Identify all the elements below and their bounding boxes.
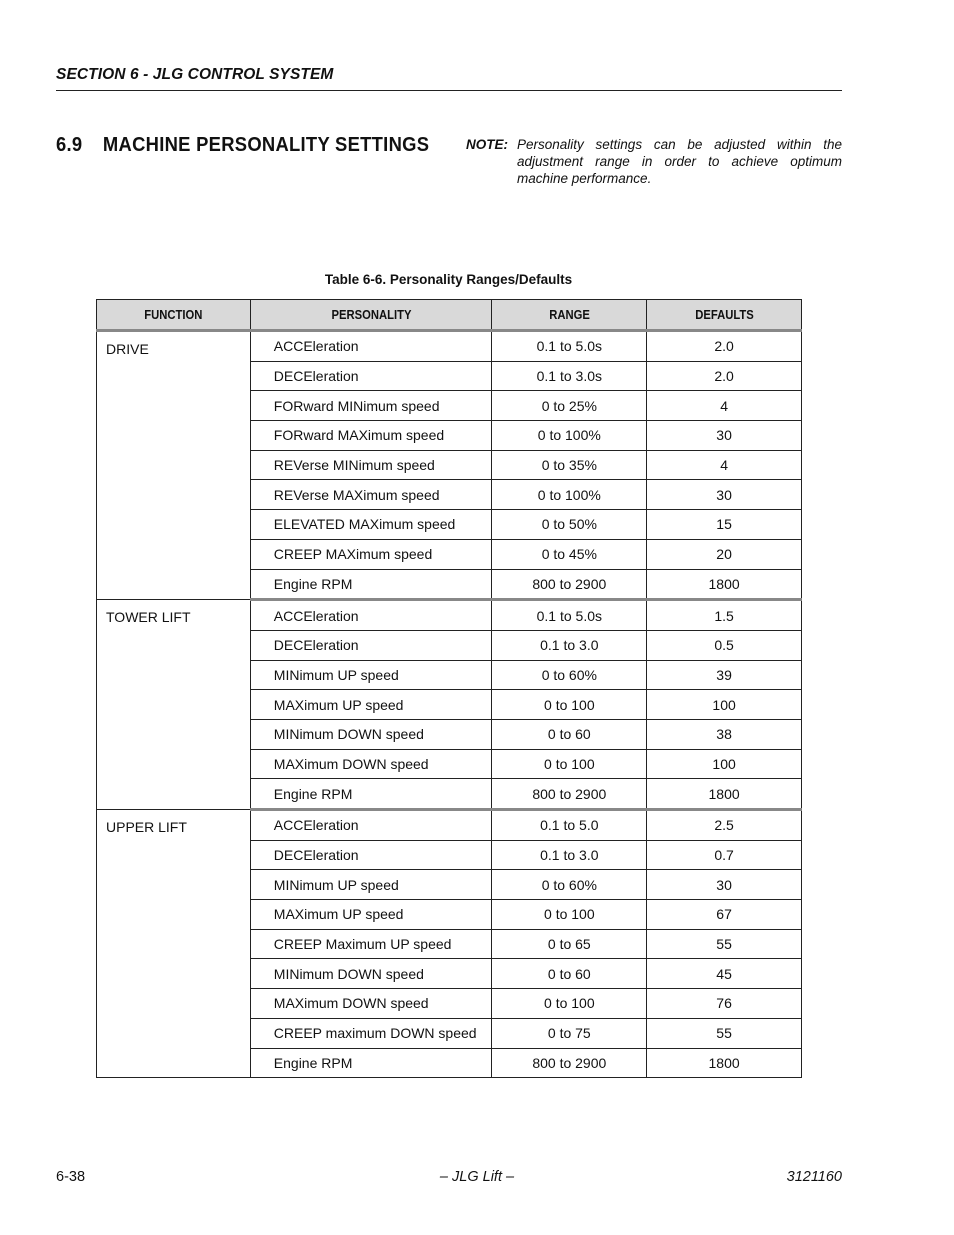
section-heading (56, 134, 429, 157)
default-cell: 0.5 (647, 630, 802, 660)
personality-cell: MAXimum DOWN speed (250, 749, 492, 779)
range-cell: 0 to 60 (492, 719, 647, 749)
default-cell: 30 (647, 480, 802, 510)
default-cell: 1800 (647, 1048, 802, 1078)
personality-cell: FORward MINimum speed (250, 391, 492, 421)
range-cell: 0.1 to 5.0s (492, 331, 647, 362)
default-cell: 76 (647, 989, 802, 1019)
range-cell: 0.1 to 3.0 (492, 630, 647, 660)
personality-cell: CREEP Maximum UP speed (250, 929, 492, 959)
page-number: 6-38 (56, 1169, 86, 1185)
default-cell: 2.5 (647, 810, 802, 841)
range-cell: 0 to 100 (492, 690, 647, 720)
range-cell: 800 to 2900 (492, 1048, 647, 1078)
default-cell: 67 (647, 900, 802, 930)
range-cell: 0.1 to 5.0 (492, 810, 647, 841)
range-cell: 0 to 45% (492, 539, 647, 569)
default-cell: 100 (647, 749, 802, 779)
default-cell: 30 (647, 870, 802, 900)
default-cell: 4 (647, 391, 802, 421)
personality-cell: DECEleration (250, 361, 492, 391)
table-row (97, 810, 802, 841)
default-cell: 38 (647, 719, 802, 749)
personality-cell: MINimum UP speed (250, 660, 492, 690)
function-cell: UPPER LIFT (97, 810, 251, 1078)
range-cell: 0 to 100 (492, 900, 647, 930)
personality-cell: MINimum DOWN speed (250, 719, 492, 749)
default-cell: 30 (647, 421, 802, 451)
personality-cell: ACCEleration (250, 810, 492, 841)
range-cell: 0 to 50% (492, 510, 647, 540)
range-cell: 0 to 25% (492, 391, 647, 421)
personality-cell: MINimum DOWN speed (250, 959, 492, 989)
range-cell: 0 to 100% (492, 421, 647, 451)
default-cell: 45 (647, 959, 802, 989)
default-cell: 100 (647, 690, 802, 720)
personality-cell: MAXimum UP speed (250, 690, 492, 720)
personality-cell: DECEleration (250, 630, 492, 660)
personality-cell: CREEP MAXimum speed (250, 539, 492, 569)
personality-cell: REVerse MINimum speed (250, 450, 492, 480)
personality-cell: MINimum UP speed (250, 870, 492, 900)
default-cell: 2.0 (647, 331, 802, 362)
personality-cell: REVerse MAXimum speed (250, 480, 492, 510)
personality-cell: Engine RPM (250, 779, 492, 810)
personality-cell: ELEVATED MAXimum speed (250, 510, 492, 540)
range-cell: 0 to 60% (492, 660, 647, 690)
heading-title: MACHINE PERSONALITY SETTINGS (102, 134, 430, 156)
table-row (97, 600, 802, 631)
personality-cell: FORward MAXimum speed (250, 421, 492, 451)
document-number: 3121160 (786, 1169, 842, 1185)
default-cell: 55 (647, 929, 802, 959)
range-cell: 0.1 to 5.0s (492, 600, 647, 631)
range-cell: 0 to 100% (492, 480, 647, 510)
default-cell: 0.7 (647, 840, 802, 870)
personality-cell: Engine RPM (250, 569, 492, 600)
personality-cell: MAXimum DOWN speed (250, 989, 492, 1019)
default-cell: 1.5 (647, 600, 802, 631)
personality-cell: CREEP maximum DOWN speed (250, 1018, 492, 1048)
range-cell: 800 to 2900 (492, 779, 647, 810)
range-cell: 0.1 to 3.0s (492, 361, 647, 391)
column-header-personality: PERSONALITY (250, 300, 492, 331)
column-header-range: RANGE (492, 300, 647, 331)
default-cell: 20 (647, 539, 802, 569)
table-caption: Table 6-6. Personality Ranges/Defaults (324, 272, 573, 287)
column-header-function: FUNCTION (97, 300, 251, 331)
default-cell: 55 (647, 1018, 802, 1048)
function-cell: TOWER LIFT (97, 600, 251, 810)
footer-center: – JLG Lift – (439, 1169, 515, 1185)
default-cell: 4 (647, 450, 802, 480)
table-header-row (97, 300, 802, 331)
default-cell: 15 (647, 510, 802, 540)
range-cell: 0 to 35% (492, 450, 647, 480)
default-cell: 39 (647, 660, 802, 690)
note-text: Personality settings can be adjusted within the adjustment range in order to achieve optimum machine performance. (517, 137, 842, 186)
note-block (466, 136, 842, 187)
range-cell: 0 to 60% (492, 870, 647, 900)
note-label: NOTE: (466, 137, 508, 152)
range-cell: 800 to 2900 (492, 569, 647, 600)
personality-table (96, 299, 802, 1078)
personality-cell: ACCEleration (250, 600, 492, 631)
personality-cell: MAXimum UP speed (250, 900, 492, 930)
heading-number: 6.9 (56, 134, 83, 156)
table-row (97, 331, 802, 362)
range-cell: 0 to 65 (492, 929, 647, 959)
section-header: SECTION 6 - JLG CONTROL SYSTEM (56, 66, 334, 83)
default-cell: 1800 (647, 779, 802, 810)
header-rule (56, 90, 842, 91)
range-cell: 0 to 75 (492, 1018, 647, 1048)
range-cell: 0 to 60 (492, 959, 647, 989)
personality-cell: Engine RPM (250, 1048, 492, 1078)
range-cell: 0 to 100 (492, 989, 647, 1019)
function-cell: DRIVE (97, 331, 251, 600)
default-cell: 1800 (647, 569, 802, 600)
range-cell: 0.1 to 3.0 (492, 840, 647, 870)
personality-cell: DECEleration (250, 840, 492, 870)
default-cell: 2.0 (647, 361, 802, 391)
personality-cell: ACCEleration (250, 331, 492, 362)
column-header-defaults: DEFAULTS (647, 300, 802, 331)
range-cell: 0 to 100 (492, 749, 647, 779)
